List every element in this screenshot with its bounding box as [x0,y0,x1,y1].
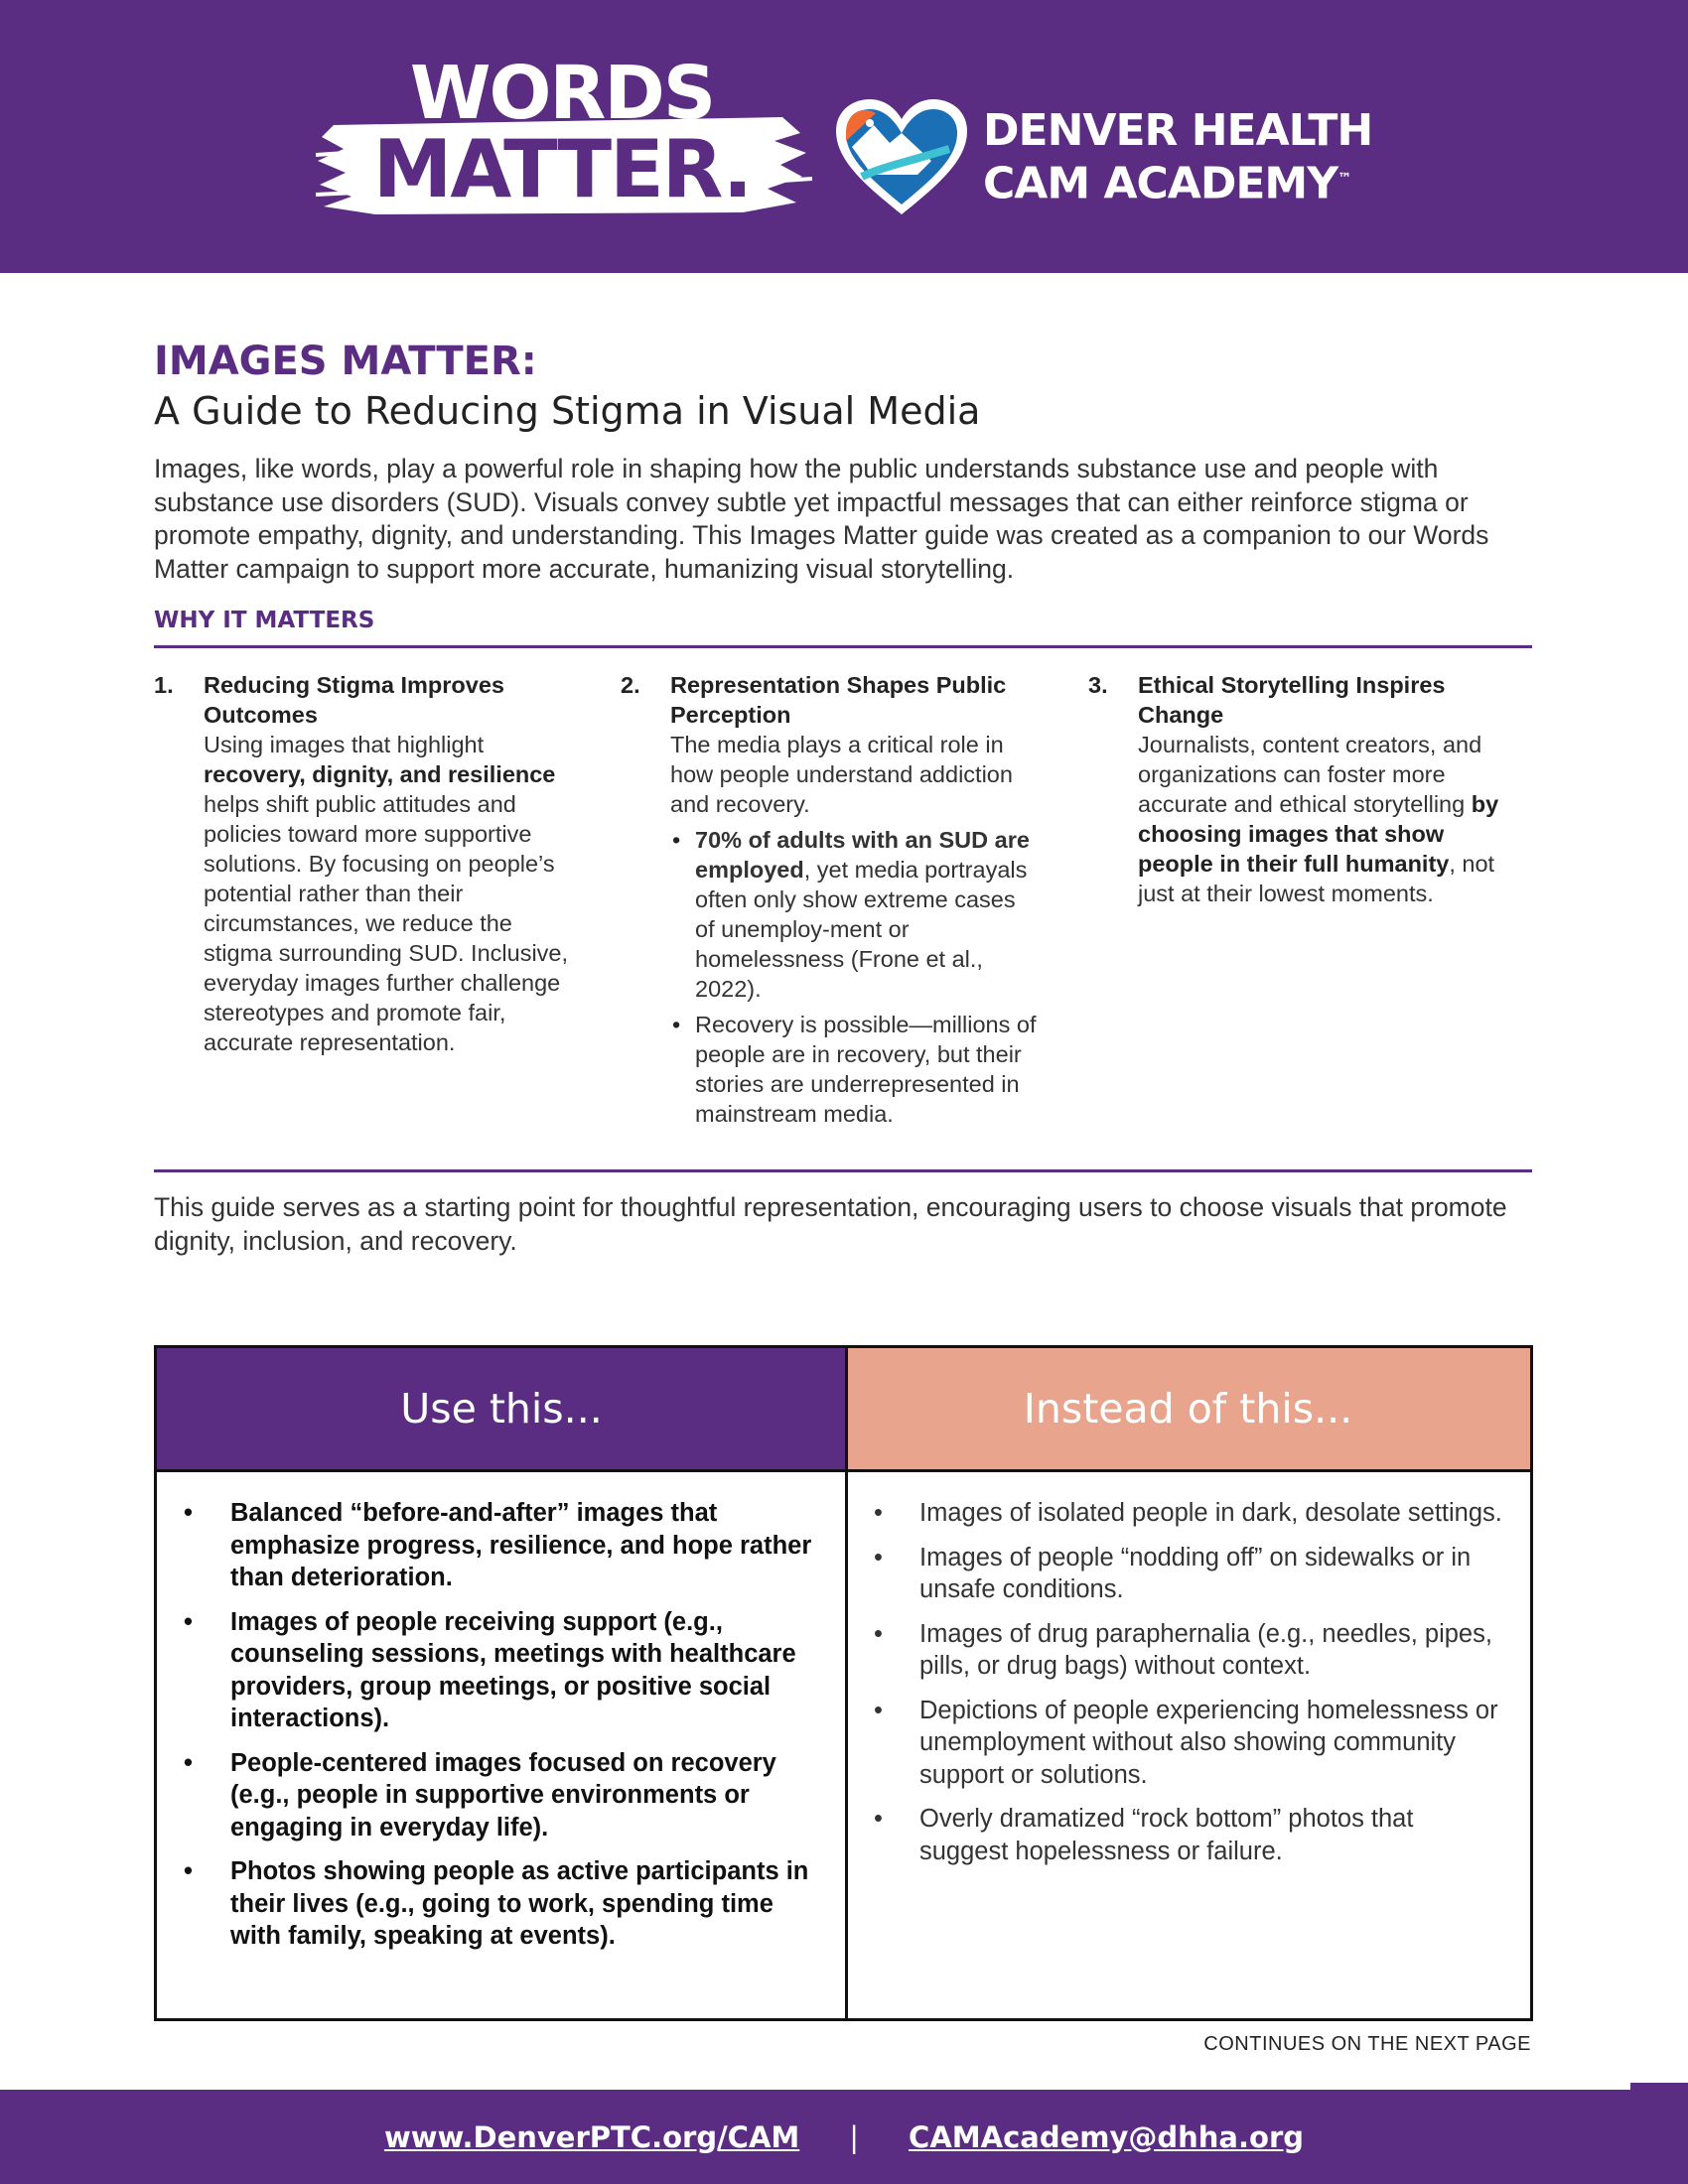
list-item: • Depictions of people experiencing homelessness or unemployment without also showing community support or solutions. [848,1695,1528,1792]
why-column-3 [1088,670,1505,908]
body-emphasis: by choosing images that show people in their full humanity [1138,791,1499,877]
list-item: • People-centered images focused on recovery (e.g., people in supportive environments or engaging in everyday life). [157,1747,842,1844]
org-line-1: DENVER HEALTH [983,105,1373,156]
use-this-list [157,1497,842,1965]
footer-separator: | [849,2119,860,2154]
main-content [154,338,1534,1258]
list-item: • Images of people receiving support (e.g., counseling sessions, meetings with healthcare providers, group meetings, or positive social interactions). [157,1606,842,1735]
org-line-2-text: CAM ACADEMY [983,158,1338,209]
why-column-1 [154,670,571,1057]
org-line-2 [983,155,1372,208]
list-item: • Images of people “nodding off” on sidewalks or in unsafe conditions. [848,1542,1528,1606]
footer-links [0,2090,1688,2184]
list-item: • Recovery is possible—millions of people are in recovery, but their stories are underrepresented in mainstream media. [670,1010,1038,1129]
header-banner [0,0,1688,273]
page-title: A Guide to Reducing Stigma in Visual Media [154,389,981,433]
list-item: • Overly dramatized “rock bottom” photos that suggest hopelessness or failure. [848,1803,1528,1867]
website-link[interactable]: www.DenverPTC.org/CAM [383,2119,800,2154]
why-column-2 [621,670,1038,1129]
logo-words: WORDS [409,51,715,136]
org-name [983,107,1372,208]
comparison-table [154,1345,1533,2021]
trademark-symbol: ™ [1337,171,1351,187]
bullet-emphasis: 70% of adults with an SUD are employed [695,827,1030,883]
words-matter-logo [334,51,790,216]
why-columns [154,648,1534,1169]
list-item: • Photos showing people as active participants in their lives (e.g., going to work, spending time with family, speaking at events). [157,1855,842,1953]
column-number: 1. [154,672,174,698]
column-body: The media plays a critical role in how people understand addiction and recovery. [670,732,1013,817]
use-this-header: Use this... [157,1348,846,1472]
section-heading-why: WHY IT MATTERS [154,608,375,633]
body-text: Using images that highlight [204,732,485,757]
bullet-text: , yet media portrayals often only show extreme cases of unemploy-ment or homelessness (Frone et al., 2022). [695,857,1028,1002]
divider-bottom [154,1169,1532,1172]
email-link[interactable]: CAMAcademy@dhha.org [909,2119,1305,2154]
column-body [1138,730,1505,908]
column-title: Ethical Storytelling Inspires Change [1138,672,1446,728]
column-number: 3. [1088,672,1108,698]
list-item: • Balanced “before-and-after” images that emphasize progress, resilience, and hope rather than deterioration. [157,1497,842,1594]
intro-paragraph: Images, like words, play a powerful role in shaping how the public understands substance use and people with substance use disorders (SUD). Visuals convey subtle yet impactful messages that can either reinforce stigma or promote empathy, dignity, and understanding. This Images Matter guide was created as a companion to our Words Matter campaign to support more accurate, humanizing visual storytelling. [154,454,1489,584]
column-title: Representation Shapes Public Perception [670,672,1007,728]
list-item: • Images of isolated people in dark, desolate settings. [848,1497,1528,1530]
footer-banner [0,2090,1688,2184]
instead-of-this-list [848,1497,1528,1879]
instead-of-this-header: Instead of this... [846,1348,1530,1472]
column-bullets [670,825,1038,1129]
column-body [204,730,571,1057]
continues-note: CONTINUES ON THE NEXT PAGE [1203,2033,1531,2055]
list-item [670,825,1038,1004]
column-number: 2. [621,672,640,698]
body-text: , not just at their lowest moments. [1138,851,1495,906]
logo-matter: MATTER. [372,123,752,216]
body-text: helps shift public attitudes and policies toward more supportive solutions. By focusing on people’s potential rather than their circumstances, we reduce the stigma surrounding SUD. Inclusive, everyday images further challenge stereotypes and promote fair, accurate representation. [204,791,569,1055]
body-emphasis: recovery, dignity, and resilience [204,761,556,787]
closing-paragraph: This guide serves as a starting point for thoughtful representation, encouraging users to choose visuals that promote dignity, inclusion, and recovery. [154,1192,1507,1256]
body-text: Journalists, content creators, and organizations can foster more accurate and ethical storytelling [1138,732,1482,817]
column-title: Reducing Stigma Improves Outcomes [204,672,504,728]
list-item: • Images of drug paraphernalia (e.g., needles, pipes, pills, or drug bags) without context. [848,1618,1528,1683]
heart-mountain-icon [832,95,971,218]
page-kicker: IMAGES MATTER: [154,339,537,384]
